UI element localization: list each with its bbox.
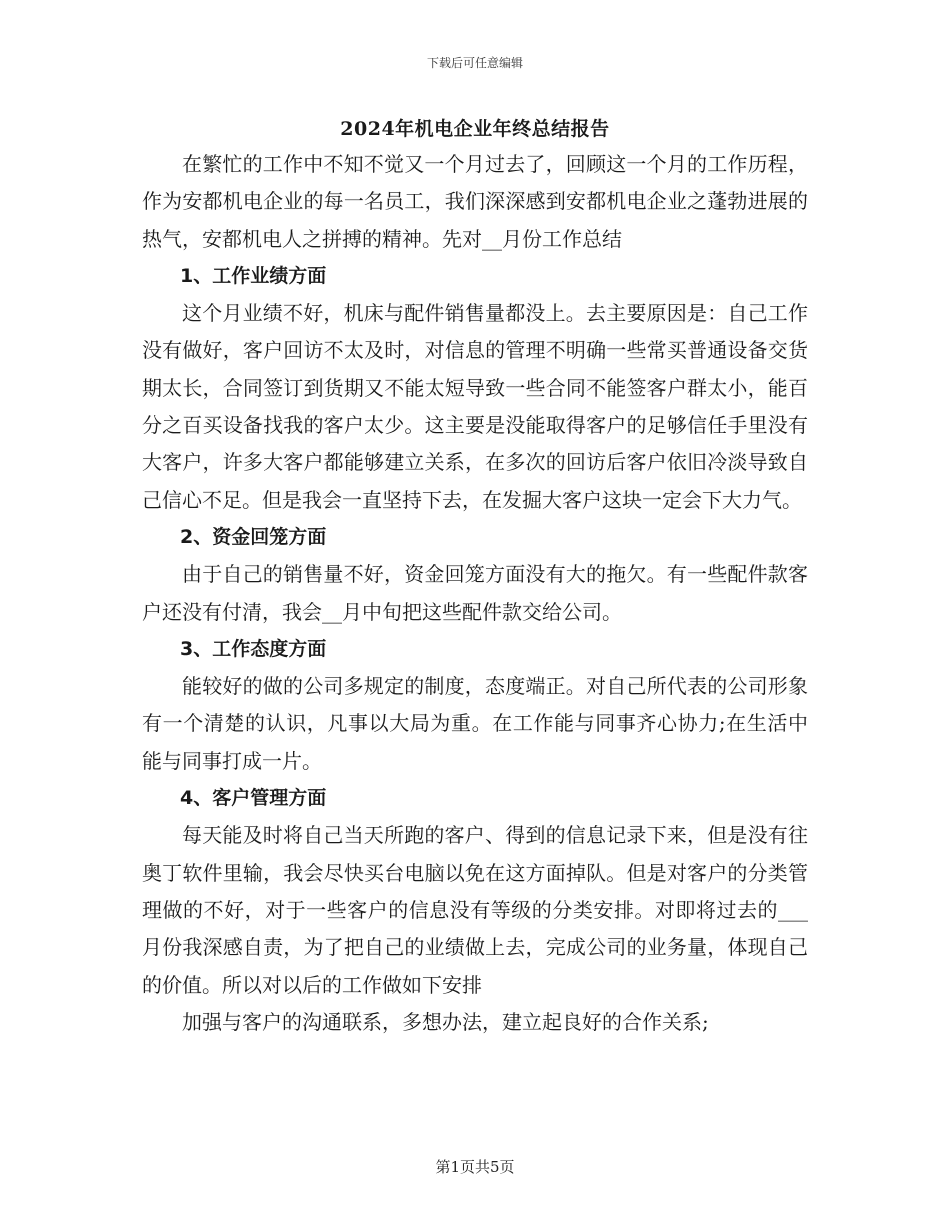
section-work-attitude [142,631,808,780]
section-paragraph: 由于自己的销售量不好，资金回笼方面没有大的拖欠。有一些配件款客户还没有付清，我会__月中旬把这些配件款交给公司。 [142,562,808,624]
section-paragraph: 这个月业绩不好，机床与配件销售量都没上。去主要原因是：自己工作没有做好，客户回访不太及时，对信息的管理不明确一些常买普通设备交货期太长，合同签订到货期又不能太短导致一些合同不能签客户群太小，能百分之百买设备找我的客户太少。这主要是没能取得客户的足够信任手里没有大客户，许多大客户都能够建立关系，在多次的回访后客户依旧冷淡导致自己信心不足。但是我会一直坚持下去，在发掘大客户这块一定会下大力气。 [142,301,808,512]
header-note: 下载后可任意编辑 [426,56,523,70]
document-title: 2024年机电企业年终总结报告 [340,118,610,140]
section-paragraph: 能较好的做的公司多规定的制度，态度端正。对自己所代表的公司形象有一个清楚的认识，凡事以大局为重。在工作能与同事齐心协力;在生活中能与同事打成一片。 [142,674,808,773]
section-heading: 3、工作态度方面 [180,637,327,660]
document-body [142,146,808,1041]
section-paragraph: 加强与客户的沟通联系，多想办法，建立起良好的合作关系; [182,1009,709,1034]
intro-paragraph: 在繁忙的工作中不知不觉又一个月过去了，回顾这一个月的工作历程，作为安都机电企业的每一名员工，我们深深感到安都机电企业之蓬勃进展的热气，安都机电人之拼搏的精神。先对__月份工作总结 [142,152,808,251]
section-work-performance [142,258,808,519]
section-fund-recovery [142,519,808,631]
section-heading: 4、客户管理方面 [180,787,327,810]
section-paragraph: 每天能及时将自己当天所跑的客户、得到的信息记录下来，但是没有往奥丁软件里输，我会尽快买台电脑以免在这方面掉队。但是对客户的分类管理做的不好，对于一些客户的信息没有等级的分类安排。对即将过去的___月份我深感自责，为了把自己的业绩做上去，完成公司的业务量，体现自己的价值。所以对以后的工作做如下安排 [142,823,808,997]
page-number: 第1页共5页 [435,1158,515,1176]
section-heading: 1、工作业绩方面 [180,264,327,287]
section-heading: 2、资金回笼方面 [180,525,327,548]
section-customer-management [142,780,808,1041]
